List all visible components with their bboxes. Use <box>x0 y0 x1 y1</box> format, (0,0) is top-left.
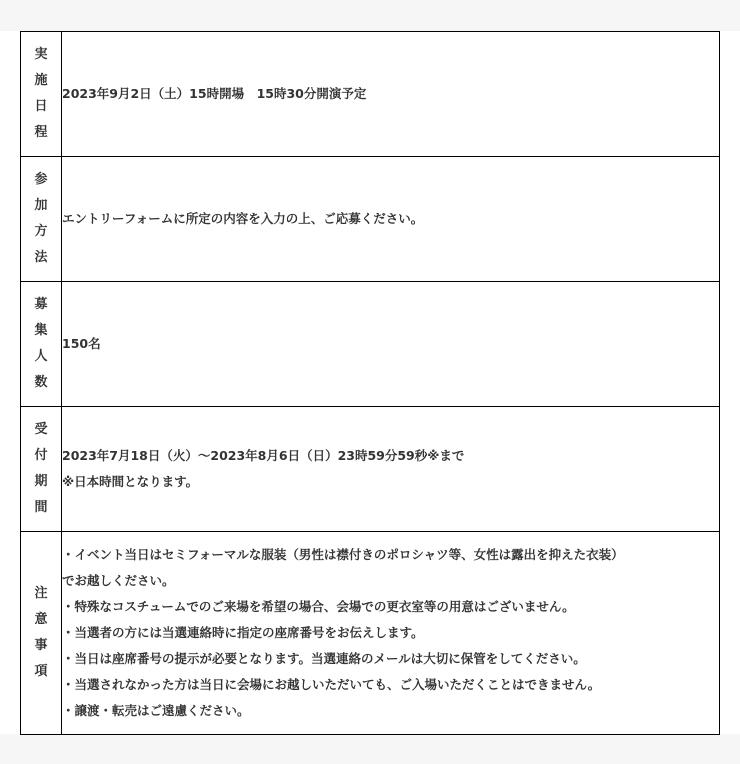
content-area <box>0 31 740 734</box>
note-item: ・当日は座席番号の提示が必要となります。当選連絡のメールは大切に保管をしてください。 <box>62 651 586 666</box>
row-header-schedule <box>21 32 62 157</box>
table-row-notes <box>21 532 720 735</box>
note-item: でお越しください。 <box>62 573 175 588</box>
row-header-notes <box>21 532 62 735</box>
event-info-table <box>20 31 720 735</box>
note-item: ・当選されなかった方は当日に会場にお越しいただいても、ご入場いただくことはできません。 <box>62 677 601 692</box>
table-row-schedule <box>21 32 720 157</box>
table-row-capacity <box>21 282 720 407</box>
label-schedule: 実施日程 <box>34 47 48 140</box>
capacity-text: 150名 <box>62 336 101 351</box>
note-item: ・当選者の方には当選連絡時に指定の座席番号をお伝えします。 <box>62 625 424 640</box>
label-capacity: 募集人数 <box>34 297 48 390</box>
note-item: ・譲渡・転売はご遠慮ください。 <box>62 703 250 718</box>
timezone-note: ※日本時間となります。 <box>62 474 199 489</box>
table-row-application-period <box>21 407 720 532</box>
note-item: ・特殊なコスチュームでのご来場を希望の場合、会場での更衣室等の用意はございません。 <box>62 599 575 614</box>
value-schedule <box>62 32 720 157</box>
value-application-period <box>62 407 720 532</box>
label-how-to-join: 参加方法 <box>34 172 48 265</box>
note-item: ・イベント当日はセミフォーマルな服装（男性は襟付きのポロシャツ等、女性は露出を抑えた衣装） <box>62 547 624 562</box>
value-how-to-join <box>62 157 720 282</box>
table-row-how-to-join <box>21 157 720 282</box>
value-notes <box>62 532 720 735</box>
row-header-capacity <box>21 282 62 407</box>
application-period-text: 2023年7月18日（火）～2023年8月6日（日）23時59分59秒※まで <box>62 448 465 463</box>
row-header-application-period <box>21 407 62 532</box>
label-notes: 注意事項 <box>34 586 48 679</box>
how-to-join-text: エントリーフォームに所定の内容を入力の上、ご応募ください。 <box>62 211 424 226</box>
schedule-text: 2023年9月2日（土）15時開場 15時30分開演予定 <box>62 86 367 101</box>
row-header-how-to-join <box>21 157 62 282</box>
label-application-period: 受付期間 <box>34 422 48 515</box>
value-capacity <box>62 282 720 407</box>
